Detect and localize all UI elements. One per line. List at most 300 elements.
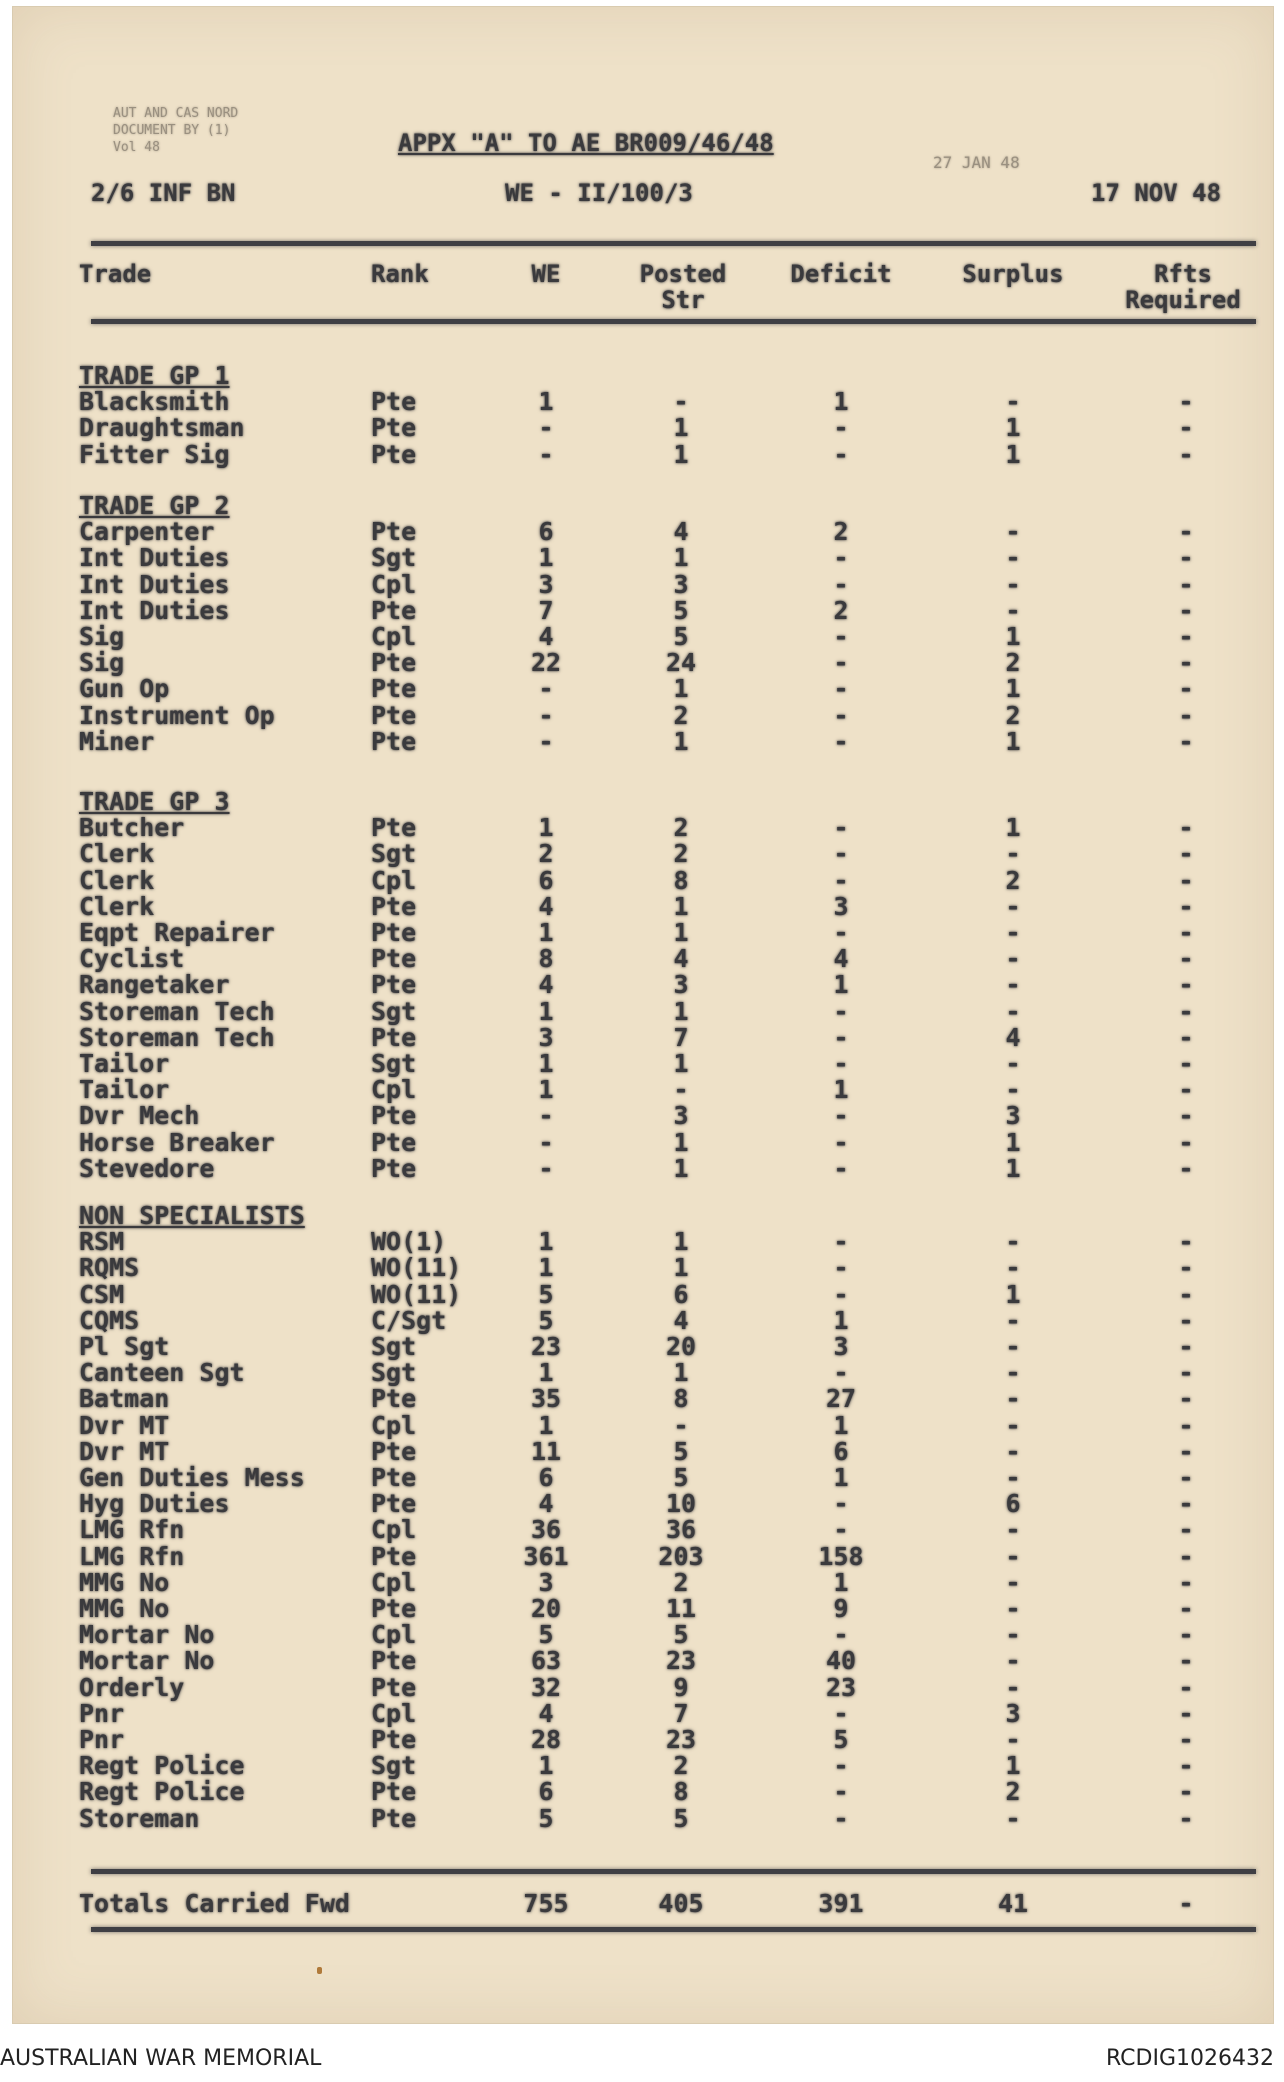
cell-posted: - xyxy=(673,1075,689,1105)
cell-trade: Regt Police xyxy=(79,1777,245,1807)
cell-deficit: - xyxy=(833,1751,849,1781)
cell-we: 5 xyxy=(538,1279,554,1309)
cell-rank: Pte xyxy=(371,1725,417,1754)
table-row xyxy=(1,1051,1284,1077)
cell-we: 1 xyxy=(538,1751,554,1781)
cell-posted: 5 xyxy=(673,622,689,651)
cell-surplus: - xyxy=(1005,1672,1021,1702)
table-row xyxy=(1,650,1284,676)
cell-rank: Pte xyxy=(371,970,417,1000)
cell-surplus: - xyxy=(1005,1463,1021,1492)
col-header-rank: Rank xyxy=(371,260,429,288)
cell-rfts: - xyxy=(1178,839,1194,869)
table-row xyxy=(1,1153,1284,1183)
cell-rfts: - xyxy=(1178,1541,1194,1571)
cell-surplus: - xyxy=(1005,387,1021,417)
cell-rfts: - xyxy=(1178,517,1194,547)
cell-trade: Mortar No xyxy=(79,1620,215,1650)
cell-deficit: 2 xyxy=(833,595,849,625)
cell-posted: 1 xyxy=(673,439,689,469)
cell-posted: 1 xyxy=(673,1049,689,1078)
table-row xyxy=(1,815,1284,841)
cell-posted: 1 xyxy=(673,1358,689,1388)
cell-surplus: - xyxy=(1005,1332,1021,1361)
cell-trade: Storeman Tech xyxy=(79,996,275,1026)
cell-rank: Pte xyxy=(371,918,417,947)
cell-deficit: - xyxy=(833,996,849,1026)
cell-posted: 5 xyxy=(673,1620,689,1650)
cell-surplus: 1 xyxy=(1005,439,1021,469)
table-row xyxy=(1,1622,1284,1648)
cell-we: 8 xyxy=(538,944,554,974)
cell-posted: 1 xyxy=(673,891,689,921)
cell-trade: Dvr MT xyxy=(79,1436,170,1466)
cell-posted: 24 xyxy=(665,648,697,678)
cell-surplus: - xyxy=(1005,1227,1021,1257)
cell-deficit: - xyxy=(833,1049,849,1078)
cell-trade: Hyg Duties xyxy=(79,1489,230,1519)
cell-surplus: 6 xyxy=(1005,1489,1021,1519)
cell-rank: Pte xyxy=(371,439,417,469)
table-row xyxy=(1,996,1284,1026)
cell-trade: Draughtsman xyxy=(79,413,245,443)
table-row xyxy=(1,1753,1284,1779)
table-row xyxy=(1,1517,1284,1543)
cell-rfts: - xyxy=(1178,1803,1194,1833)
cell-rank: Cpl xyxy=(371,865,417,895)
cell-deficit: 1 xyxy=(833,1305,849,1335)
cell-trade: Pl Sgt xyxy=(79,1332,170,1361)
cell-deficit: - xyxy=(833,569,849,599)
cell-surplus: 1 xyxy=(1005,622,1021,651)
cell-rfts: - xyxy=(1178,1698,1194,1728)
cell-rank: Pte xyxy=(371,1489,417,1519)
table-row xyxy=(1,1022,1284,1052)
table-row xyxy=(1,1305,1284,1335)
cell-trade: Int Duties xyxy=(79,543,230,573)
cell-rank: Pte xyxy=(371,1646,417,1676)
table-row xyxy=(1,1465,1284,1491)
cell-rfts: - xyxy=(1178,1620,1194,1650)
cell-we: 7 xyxy=(538,595,554,625)
cell-deficit: 5 xyxy=(833,1725,849,1754)
cell-rfts: - xyxy=(1178,1075,1194,1105)
group-title: TRADE GP 2 xyxy=(79,491,230,520)
cell-trade: Miner xyxy=(79,726,155,756)
cell-trade: MMG No xyxy=(79,1594,170,1623)
cell-rfts: - xyxy=(1178,1332,1194,1361)
cell-posted: 8 xyxy=(673,1777,689,1807)
cell-posted: 7 xyxy=(673,1022,689,1052)
cell-posted: 2 xyxy=(673,839,689,869)
table-row xyxy=(1,1410,1284,1440)
cell-trade: Pnr xyxy=(79,1698,125,1728)
cell-posted: 2 xyxy=(673,813,689,843)
table-row xyxy=(1,1648,1284,1674)
cell-we: 1 xyxy=(538,387,554,417)
table-row xyxy=(1,1541,1284,1571)
cell-surplus: - xyxy=(1005,1541,1021,1571)
cell-we: 6 xyxy=(538,517,554,547)
cell-we: 4 xyxy=(538,891,554,921)
cell-posted: 23 xyxy=(665,1725,697,1754)
table-row xyxy=(1,972,1284,998)
cell-deficit: 1 xyxy=(833,1075,849,1105)
cell-rank: Cpl xyxy=(371,1410,417,1440)
cell-rfts: - xyxy=(1178,413,1194,443)
col-header-posted-line2: Str xyxy=(661,286,705,314)
cell-we: 20 xyxy=(530,1594,562,1623)
cell-surplus: - xyxy=(1005,1567,1021,1597)
cell-rfts: - xyxy=(1178,1436,1194,1466)
cell-surplus: - xyxy=(1005,996,1021,1026)
received-stamp xyxy=(113,105,238,156)
document-title: APPX "A" TO AE BR009/46/48 xyxy=(398,129,774,157)
cell-trade: Blacksmith xyxy=(79,387,230,417)
cell-rank: Pte xyxy=(371,1803,417,1833)
cell-rank: Pte xyxy=(371,1672,417,1702)
cell-trade: RSM xyxy=(79,1227,125,1257)
table-row xyxy=(1,1672,1284,1702)
cell-we: 6 xyxy=(538,1463,554,1492)
cell-deficit: - xyxy=(833,813,849,843)
cell-deficit: 3 xyxy=(833,891,849,921)
cell-surplus: - xyxy=(1005,543,1021,573)
cell-rank: Sgt xyxy=(371,543,417,573)
cell-posted: 4 xyxy=(673,517,689,547)
cell-deficit: - xyxy=(833,1489,849,1519)
cell-we: 4 xyxy=(538,1698,554,1728)
archive-credit: AUSTRALIAN WAR MEMORIAL xyxy=(0,2046,322,2071)
cell-surplus: - xyxy=(1005,1305,1021,1335)
table-row xyxy=(1,891,1284,921)
cell-rfts: - xyxy=(1178,1384,1194,1414)
cell-we: 63 xyxy=(530,1646,562,1676)
cell-posted: 11 xyxy=(665,1594,697,1623)
cell-trade: Batman xyxy=(79,1384,170,1414)
cell-rfts: - xyxy=(1178,813,1194,843)
stamp-line: DOCUMENT BY (1) xyxy=(113,123,231,138)
table-row xyxy=(1,1077,1284,1103)
cell-we: 1 xyxy=(538,996,554,1026)
cell-posted: 8 xyxy=(673,865,689,895)
cell-deficit: - xyxy=(833,726,849,756)
cell-rfts: - xyxy=(1178,439,1194,469)
cell-surplus: 4 xyxy=(1005,1022,1021,1052)
cell-surplus: 2 xyxy=(1005,1777,1021,1807)
cell-rfts: - xyxy=(1178,595,1194,625)
group-title-row xyxy=(1,1203,1284,1229)
cell-surplus: - xyxy=(1005,595,1021,625)
cell-posted: 23 xyxy=(665,1646,697,1676)
cell-rank: Pte xyxy=(371,1022,417,1052)
cell-trade: MMG No xyxy=(79,1567,170,1597)
table-row xyxy=(1,1127,1284,1157)
cell-deficit: 23 xyxy=(825,1672,857,1702)
cell-surplus: 1 xyxy=(1005,726,1021,756)
cell-we: 3 xyxy=(538,1022,554,1052)
cell-deficit: - xyxy=(833,1127,849,1157)
cell-surplus: 1 xyxy=(1005,1127,1021,1157)
cell-deficit: 27 xyxy=(825,1384,857,1414)
cell-we: - xyxy=(538,1127,554,1157)
cell-rfts: - xyxy=(1178,1153,1194,1183)
cell-trade: Rangetaker xyxy=(79,970,230,1000)
cell-trade: Orderly xyxy=(79,1672,185,1702)
cell-trade: Tailor xyxy=(79,1075,170,1105)
cell-surplus: 2 xyxy=(1005,865,1021,895)
cell-we: - xyxy=(538,1101,554,1131)
cell-deficit: - xyxy=(833,1101,849,1131)
table-row xyxy=(1,1567,1284,1597)
cell-deficit: - xyxy=(833,1358,849,1388)
table-row xyxy=(1,865,1284,895)
cell-rfts: - xyxy=(1178,1358,1194,1388)
cell-trade: Instrument Op xyxy=(79,700,275,730)
cell-rfts: - xyxy=(1178,1594,1194,1623)
cell-we: 4 xyxy=(538,1489,554,1519)
col-header-rfts xyxy=(1113,261,1253,313)
cell-surplus: 2 xyxy=(1005,700,1021,730)
cell-we: - xyxy=(538,674,554,704)
cell-surplus: - xyxy=(1005,569,1021,599)
cell-trade: Sig xyxy=(79,622,125,651)
cell-posted: 3 xyxy=(673,569,689,599)
cell-posted: 1 xyxy=(673,1227,689,1257)
totals-surplus: 41 xyxy=(997,1889,1029,1918)
col-header-surplus: Surplus xyxy=(962,260,1064,288)
cell-trade: Pnr xyxy=(79,1725,125,1754)
cell-deficit: - xyxy=(833,918,849,947)
table-row xyxy=(1,841,1284,867)
cell-trade: Tailor xyxy=(79,1049,170,1078)
cell-trade: Int Duties xyxy=(79,569,230,599)
cell-deficit: - xyxy=(833,865,849,895)
cell-posted: 5 xyxy=(673,1803,689,1833)
cell-rfts: - xyxy=(1178,1463,1194,1492)
table-row xyxy=(1,1436,1284,1466)
cell-rfts: - xyxy=(1178,674,1194,704)
document-page xyxy=(12,6,1274,2024)
table-row xyxy=(1,624,1284,650)
unit-name: 2/6 INF BN xyxy=(91,179,236,207)
cell-rfts: - xyxy=(1178,1022,1194,1052)
cell-posted: 1 xyxy=(673,1253,689,1283)
cell-posted: - xyxy=(673,1410,689,1440)
cell-rank: Pte xyxy=(371,1594,417,1623)
cell-deficit: - xyxy=(833,1777,849,1807)
cell-we: - xyxy=(538,413,554,443)
cell-deficit: - xyxy=(833,1620,849,1650)
totals-deficit: 391 xyxy=(818,1889,864,1918)
cell-rank: Pte xyxy=(371,674,417,704)
cell-rank: Pte xyxy=(371,648,417,678)
document-date: 17 NOV 48 xyxy=(1091,179,1222,207)
table-row xyxy=(1,1386,1284,1412)
cell-rank: Pte xyxy=(371,944,417,974)
table-row xyxy=(1,1229,1284,1255)
header-bottom-rule xyxy=(91,319,1256,324)
table-row xyxy=(1,1596,1284,1622)
cell-deficit: 1 xyxy=(833,1463,849,1492)
cell-rank: Pte xyxy=(371,1127,417,1157)
cell-trade: Clerk xyxy=(79,839,155,869)
cell-surplus: - xyxy=(1005,1358,1021,1388)
cell-trade: Stevedore xyxy=(79,1153,215,1183)
cell-deficit: - xyxy=(833,839,849,869)
cell-rank: Pte xyxy=(371,726,417,756)
cell-we: 6 xyxy=(538,1777,554,1807)
cell-trade: Cyclist xyxy=(79,944,185,974)
cell-posted: 2 xyxy=(673,1567,689,1597)
cell-rank: C/Sgt xyxy=(371,1305,447,1335)
cell-rfts: - xyxy=(1178,1672,1194,1702)
table-row xyxy=(1,946,1284,972)
cell-posted: 9 xyxy=(673,1672,689,1702)
cell-rfts: - xyxy=(1178,387,1194,417)
table-row xyxy=(1,545,1284,571)
cell-rank: Pte xyxy=(371,517,417,547)
cell-trade: Fitter Sig xyxy=(79,439,230,469)
cell-posted: 36 xyxy=(665,1515,697,1545)
cell-rank: Pte xyxy=(371,1436,417,1466)
cell-we: 32 xyxy=(530,1672,562,1702)
cell-deficit: - xyxy=(833,1022,849,1052)
cell-posted: 1 xyxy=(673,413,689,443)
group-title: TRADE GP 3 xyxy=(79,787,230,816)
col-header-posted xyxy=(613,261,753,313)
cell-trade: Carpenter xyxy=(79,517,215,547)
cell-surplus: - xyxy=(1005,1594,1021,1623)
cell-rank: Sgt xyxy=(371,1358,417,1388)
cell-deficit: 4 xyxy=(833,944,849,974)
cell-trade: Mortar No xyxy=(79,1646,215,1676)
cell-rfts: - xyxy=(1178,543,1194,573)
cell-rfts: - xyxy=(1178,622,1194,651)
cell-rank: Cpl xyxy=(371,622,417,651)
totals-top-rule xyxy=(91,1869,1256,1874)
cell-trade: CSM xyxy=(79,1279,125,1309)
cell-rank: Pte xyxy=(371,700,417,730)
reference-number: WE - II/100/3 xyxy=(505,179,693,207)
cell-rfts: - xyxy=(1178,700,1194,730)
header-top-rule xyxy=(91,241,1256,246)
cell-deficit: - xyxy=(833,1515,849,1545)
cell-surplus: - xyxy=(1005,1646,1021,1676)
cell-posted: 7 xyxy=(673,1698,689,1728)
cell-we: 11 xyxy=(530,1436,562,1466)
cell-rfts: - xyxy=(1178,891,1194,921)
cell-trade: LMG Rfn xyxy=(79,1515,185,1545)
group-title: NON SPECIALISTS xyxy=(79,1201,305,1230)
cell-rfts: - xyxy=(1178,996,1194,1026)
cell-we: 36 xyxy=(530,1515,562,1545)
cell-rfts: - xyxy=(1178,865,1194,895)
cell-posted: 20 xyxy=(665,1332,697,1361)
cell-deficit: 1 xyxy=(833,970,849,1000)
cell-rank: Pte xyxy=(371,1384,417,1414)
table-row xyxy=(1,1491,1284,1517)
cell-rank: Cpl xyxy=(371,1698,417,1728)
cell-rank: Pte xyxy=(371,1541,417,1571)
table-row xyxy=(1,1334,1284,1360)
cell-deficit: - xyxy=(833,674,849,704)
cell-we: - xyxy=(538,726,554,756)
cell-surplus: - xyxy=(1005,1075,1021,1105)
cell-we: 1 xyxy=(538,1358,554,1388)
totals-bottom-rule xyxy=(91,1927,1256,1932)
cell-surplus: - xyxy=(1005,1515,1021,1545)
cell-rfts: - xyxy=(1178,726,1194,756)
cell-surplus: 3 xyxy=(1005,1101,1021,1131)
cell-rank: WO(11) xyxy=(371,1253,462,1283)
cell-trade: Storeman Tech xyxy=(79,1022,275,1052)
cell-posted: 4 xyxy=(673,944,689,974)
cell-we: - xyxy=(538,439,554,469)
totals-we: 755 xyxy=(523,1889,569,1918)
cell-rfts: - xyxy=(1178,1777,1194,1807)
cell-surplus: 1 xyxy=(1005,413,1021,443)
table-row xyxy=(1,1698,1284,1728)
cell-posted: 1 xyxy=(673,543,689,573)
totals-rfts: - xyxy=(1178,1889,1194,1918)
stamp-line: AUT AND CAS NORD xyxy=(113,106,239,121)
cell-rank: Cpl xyxy=(371,1515,417,1545)
cell-posted: 1 xyxy=(673,996,689,1026)
cell-surplus: 1 xyxy=(1005,1153,1021,1183)
cell-posted: - xyxy=(673,387,689,417)
cell-deficit: - xyxy=(833,1698,849,1728)
cell-we: 5 xyxy=(538,1305,554,1335)
cell-surplus: 1 xyxy=(1005,1751,1021,1781)
cell-we: 4 xyxy=(538,970,554,1000)
cell-we: 1 xyxy=(538,1049,554,1078)
cell-rfts: - xyxy=(1178,970,1194,1000)
group-title-row xyxy=(1,493,1284,519)
cell-rank: Pte xyxy=(371,1777,417,1807)
table-row xyxy=(1,389,1284,415)
table-row xyxy=(1,595,1284,625)
cell-we: 1 xyxy=(538,1075,554,1105)
cell-we: 23 xyxy=(530,1332,562,1361)
cell-rank: Pte xyxy=(371,413,417,443)
cell-surplus: 3 xyxy=(1005,1698,1021,1728)
cell-trade: Dvr MT xyxy=(79,1410,170,1440)
cell-deficit: - xyxy=(833,1153,849,1183)
cell-trade: Regt Police xyxy=(79,1751,245,1781)
cell-trade: Butcher xyxy=(79,813,185,843)
totals-row xyxy=(1,1891,1284,1917)
cell-rank: Cpl xyxy=(371,1567,417,1597)
cell-rfts: - xyxy=(1178,1279,1194,1309)
group-title-row xyxy=(1,789,1284,815)
cell-trade: Eqpt Repairer xyxy=(79,918,275,947)
cell-rfts: - xyxy=(1178,1227,1194,1257)
cell-deficit: 6 xyxy=(833,1436,849,1466)
paper-stain xyxy=(317,1967,322,1974)
cell-posted: 1 xyxy=(673,726,689,756)
cell-trade: LMG Rfn xyxy=(79,1541,185,1571)
cell-surplus: - xyxy=(1005,1253,1021,1283)
cell-rank: Pte xyxy=(371,1101,417,1131)
cell-we: 5 xyxy=(538,1620,554,1650)
cell-deficit: - xyxy=(833,700,849,730)
cell-posted: 4 xyxy=(673,1305,689,1335)
col-header-rfts-line1: Rfts xyxy=(1154,260,1212,288)
cell-rank: Pte xyxy=(371,1153,417,1183)
group-title: TRADE GP 1 xyxy=(79,361,230,390)
cell-posted: 3 xyxy=(673,970,689,1000)
